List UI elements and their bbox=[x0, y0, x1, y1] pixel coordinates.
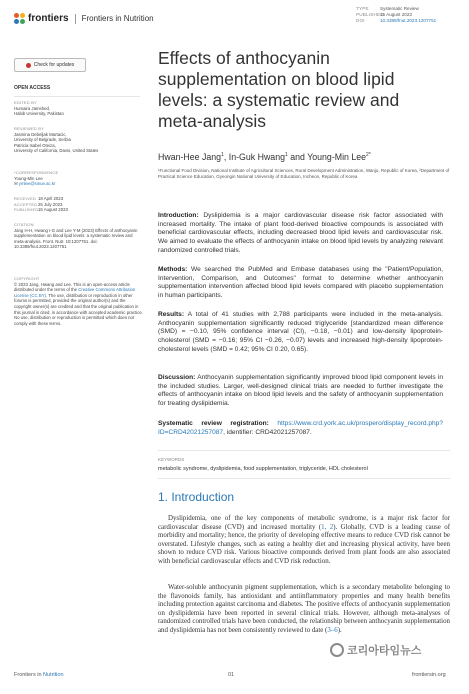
article-meta bbox=[356, 6, 436, 25]
keywords-divider bbox=[158, 450, 450, 451]
meta-type: TYPE Systematic Review bbox=[356, 6, 419, 11]
frontiers-logo-icon bbox=[14, 13, 25, 24]
section-heading-introduction: 1. Introduction bbox=[158, 490, 235, 504]
abstract-discussion: Discussion: Anthocyanin supplementation significantly improved blood lipid component levels in the included studies. Larger, well-designed clinical trials are needed to further investigate the effects of anthocyanin intake on blood lipid levels and the safety of anthocyanin supplementation for treating dyslipidemia. bbox=[158, 374, 443, 408]
author-name[interactable]: Young-Min Lee bbox=[307, 152, 367, 162]
open-access-label: OPEN ACCESS bbox=[14, 85, 51, 91]
keywords: metabolic syndrome, dyslipidemia, food supplementation, triglyceride, HDL cholesterol bbox=[158, 466, 368, 472]
author-name[interactable]: Hwan-Hee Jang bbox=[158, 152, 222, 162]
registration: Systematic review registration: https://www.crd.york.ac.uk/prospero/display_record.php?ID=CRD42021257087, identifier: CRD42021257087. bbox=[158, 420, 443, 436]
affiliations: ¹Functional Food Division, National Institute of Agricultural Sciences, Rural Development Administration, Wanju, Republic of Korea, ²Department of Practical Science Education, Gyeongin National University of Education, Incheon, Republic of Korea bbox=[158, 168, 450, 179]
citation-block: CITATION Jang H-H, Hwang I-G and Lee Y-M (2023) Effects of anthocyanin supplementation on blood lipid levels: a systematic review and meta-analysis. Front. Nutr. 10:1207751. doi: 10.3389/fnut.2023.1207751 bbox=[14, 222, 138, 250]
author-name[interactable]: In-Guk Hwang bbox=[228, 152, 285, 162]
correspondence-email[interactable]: ymlee@sinue.ac.kr bbox=[18, 181, 56, 187]
abstract-introduction: Introduction: Dyslipidemia is a major cardiovascular disease risk factor associated with increased mortality. The intake of plant food-derived bioactive compounds is associated with beneficial cardiovascular effects, including decreased blood lipid levels and cardiovascular risk. We aimed to evaluate the effects of anthocyanin intake on blood lipid levels by analyzing relevant randomized controlled trials. bbox=[158, 212, 443, 254]
meta-published: PUBLISHED15 August 2023 bbox=[356, 12, 412, 18]
author-list: Hwan-Hee Jang$^1$, In-Guk Hwang$^1$ and Young-Min Lee$^{2*}$ bbox=[158, 152, 371, 162]
watermark-logo-icon bbox=[330, 643, 344, 657]
abstract-methods: Methods: We searched the PubMed and Embase databases using the "Patient/Population, Intervention, Comparison, and Outcomes" format to determine whether anthocyanin supplementation intervention affected blood lipid levels compared with placebo supplementation in human participants. bbox=[158, 266, 443, 300]
copyright-block: COPYRIGHT © 2023 Jang, Hwang and Lee. This is an open-access article distributed under the terms of the Creative Commons Attribution License (CC BY). The use, distribution or reproduction in other forums is permitted, provided the original author(s) and the copyright owner(s) are credited and that the original publication in this journal is cited, in accordance with accepted academic practice. No use, distribution or reproduction is permitted which does not comply with these terms. bbox=[14, 276, 143, 326]
correspondence-block: *CORRESPONDENCE Young-Min Lee ✉ ymlee@sinue.ac.kr bbox=[14, 170, 59, 187]
dates-block: RECEIVED 18 April 2023 ACCEPTED25 July 2023 PUBLISHED15 August 2023 bbox=[14, 196, 68, 213]
check-button-label: Check for updates bbox=[33, 62, 75, 68]
abstract-results: Results: A total of 41 studies with 2,788 participants were included in the meta-analysis. Anthocyanin supplementation significantly reduced triglyceride [standardized mean difference (SMD) = −0.10, 95% confidence interval (CI), −0.18, −0.01) and low-density lipoprotein-cholesterol (SMD = −0.16; 95% CI −0.26, −0.07) levels and increased high-density lipoprotein-cholesterol levels (SMD = 0.42; 95% CI 0.20, 0.65). bbox=[158, 311, 443, 353]
watermark-text: 코리아타임뉴스 bbox=[347, 645, 422, 657]
journal-name: Frontiers in Nutrition bbox=[81, 14, 154, 23]
meta-doi: DOI 10.3389/fnut.2023.1207751 bbox=[356, 18, 437, 24]
news-watermark bbox=[330, 642, 421, 658]
update-icon bbox=[26, 63, 31, 68]
reviewed-by-block: REVIEWED BY Jasmina Debeljak Martacic, University of Belgrade, Serbia Patricia Isabel Oteiza, University of California, Davis, United States bbox=[14, 126, 99, 154]
section-divider bbox=[158, 478, 450, 479]
footer-journal: Frontiers in Nutrition bbox=[14, 672, 64, 678]
edited-by-block: EDITED BY Humaira Jamshed, Habib University, Pakistan bbox=[14, 100, 64, 117]
check-for-updates-button[interactable] bbox=[14, 58, 86, 72]
logo-divider bbox=[75, 14, 76, 24]
citation-link[interactable]: 1, 2 bbox=[321, 523, 334, 531]
journal-logo[interactable] bbox=[14, 13, 154, 24]
email-icon: ✉ bbox=[14, 181, 19, 187]
citation-link[interactable]: 3–6 bbox=[327, 626, 338, 634]
intro-paragraph-1: Dyslipidemia, one of the key components of metabolic syndrome, is a major risk factor for cardiovascular disease (CVD) and increased mortality (1, 2). Globally, CVD is a leading cause of morbidity and mortality; hence, the priority of developing effective means to reduce CVD risk cannot be overstated. Lifestyle changes, such as eating a healthy diet and increasing physical activity, have been shown to reduce CVD risk. Various bioactive compounds derived from plant foods are also associated with beneficial cardiovascular effects and CVD risk reduction. bbox=[158, 515, 450, 565]
sidebar-divider bbox=[14, 96, 140, 97]
footer-website-link[interactable]: frontiersin.org bbox=[412, 672, 446, 678]
keywords-heading: KEYWORDS bbox=[158, 457, 185, 462]
intro-paragraph-2: Water-soluble anthocyanin pigment supplementation, which is a secondary metabolite belonging to the flavonoids family, has antioxidant and antiinflammatory properties and many health benefits including protection against carcinoma and diabetes. The positive effects of anthocyanin supplementation on dyslipidemia have been reported in several clinical trials. However, although meta-analyses of randomized controlled trials have been conducted, the relationship between anthocyanin supplementation and dyslipidemia has not been consistently reviewed to date (3–6). bbox=[158, 584, 450, 634]
article-title: Effects of anthocyanin supplementation on blood lipid levels: a systematic review and meta-analysis bbox=[158, 48, 400, 131]
page-number: 01 bbox=[228, 672, 235, 678]
cc-license-link[interactable]: Creative Commons Attribution License (CC BY) bbox=[14, 287, 136, 298]
brand-name: frontiers bbox=[28, 13, 69, 24]
prospero-link[interactable]: https://www.crd.york.ac.uk/prospero/display_record.php?ID=CRD42021257087 bbox=[158, 420, 443, 436]
